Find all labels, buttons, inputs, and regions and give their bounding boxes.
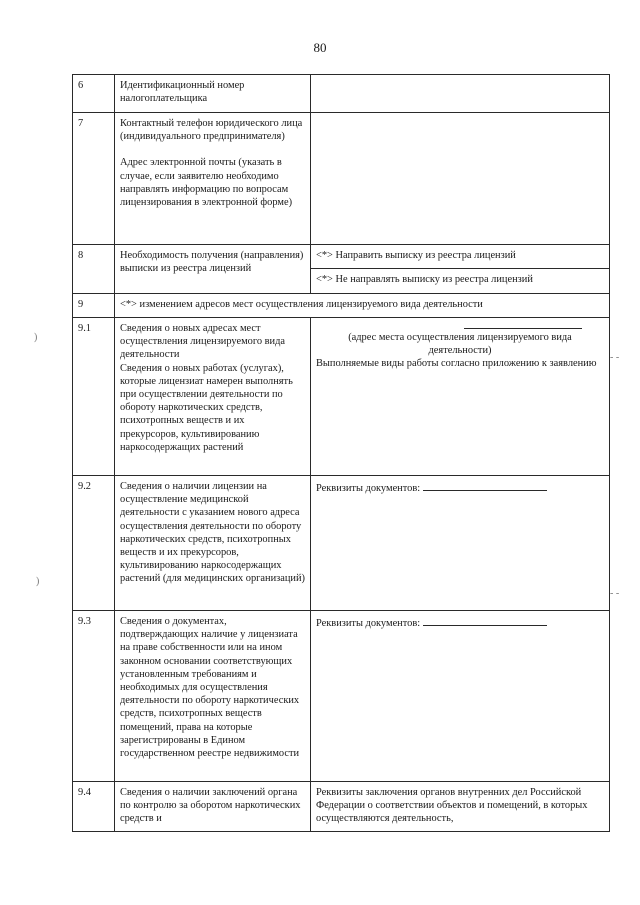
row-number: 7	[73, 113, 115, 245]
conclusion-requisites-cell[interactable]: Реквизиты заключения органов внутренних дел Российской Федерации о соответствии объектов и помещений, в которых осуществляются деятельность,	[311, 782, 610, 832]
row-label: Сведения о наличии лицензии на осуществление медицинской деятельности с указанием нового адреса осуществления деятельности по обороту наркотических средств, психотропных веществ и их прекурсоров, культивированию наркосодержащих растений (для медицинских организаций)	[115, 476, 311, 611]
contact-value-cell[interactable]	[311, 113, 610, 245]
row-label	[115, 113, 311, 245]
row-number: 9.3	[73, 611, 115, 782]
scan-mark: )	[34, 332, 38, 343]
application-form-table	[72, 74, 610, 832]
row-number: 9.1	[73, 318, 115, 476]
row-number: 8	[73, 245, 115, 294]
table-row-9-1	[73, 318, 610, 476]
row-number: 9.2	[73, 476, 115, 611]
scan-mark: )	[36, 576, 40, 587]
new-address-label: Сведения о новых адресах мест осуществления лицензируемого вида деятельности	[120, 323, 286, 361]
scan-mark: - -	[610, 352, 620, 363]
address-blank-line	[464, 322, 582, 329]
premises-requisites-cell[interactable]	[311, 611, 610, 782]
section-heading: <*> изменением адресов мест осуществления лицензируемого вида деятельности	[115, 294, 610, 318]
new-address-value-cell[interactable]	[311, 318, 610, 476]
page-number: 80	[313, 40, 327, 55]
license-requisites-cell[interactable]	[311, 476, 610, 611]
extract-no-send-option[interactable]: <*> Не направлять выписку из реестра лицензий	[311, 269, 610, 294]
table-row-9-2	[73, 476, 610, 611]
email-label: Адрес электронной почты (указать в случае, если заявителю необходимо направлять информацию по вопросам лицензирования в электронной форме)	[120, 157, 293, 209]
table-row-7	[73, 113, 610, 245]
new-works-label: Сведения о новых работах (услугах), которые лицензиат намерен выполнять при осуществлении деятельности по обороту наркотических средств, психотропных веществ и их прекурсоров, культивированию наркосодержащих растений	[120, 362, 293, 453]
requisites-label: Реквизиты документов:	[316, 483, 421, 494]
phone-label: Контактный телефон юридического лица (индивидуального предпринимателя)	[120, 118, 303, 143]
address-hint: (адрес места осуществления лицензируемого вида деятельности)	[348, 332, 572, 357]
scan-mark: - -	[610, 588, 620, 599]
table-row-9-4	[73, 782, 610, 832]
row-label: Необходимость получения (направления) выписки из реестра лицензий	[115, 245, 311, 294]
row-label: Сведения о документах, подтверждающих наличие у лицензиата на праве собственности или на ином законном основании соответствующих установленным требованиям и необходимых для осуществления деятельности по обороту наркотических средств, психотропных веществ помещений, права на которые зарегистрированы в Едином государственном реестре недвижимости	[115, 611, 311, 782]
requisites-blank-line	[423, 480, 547, 491]
table-row-8a	[73, 245, 610, 269]
requisites-blank-line	[423, 615, 547, 626]
row-number: 9	[73, 294, 115, 318]
row-number: 6	[73, 75, 115, 113]
row-label: Сведения о наличии заключений органа по контролю за оборотом наркотических средств и	[115, 782, 311, 832]
table-row-6	[73, 75, 610, 113]
table-row-9	[73, 294, 610, 318]
inn-value-cell[interactable]	[311, 75, 610, 113]
table-row-9-3	[73, 611, 610, 782]
row-number: 9.4	[73, 782, 115, 832]
works-note: Выполняемые виды работы согласно приложению к заявлению	[316, 358, 597, 370]
row-label	[115, 318, 311, 476]
row-label: Идентификационный номер налогоплательщика	[115, 75, 311, 113]
extract-send-option[interactable]: <*> Направить выписку из реестра лицензий	[311, 245, 610, 269]
requisites-label: Реквизиты документов:	[316, 618, 421, 629]
